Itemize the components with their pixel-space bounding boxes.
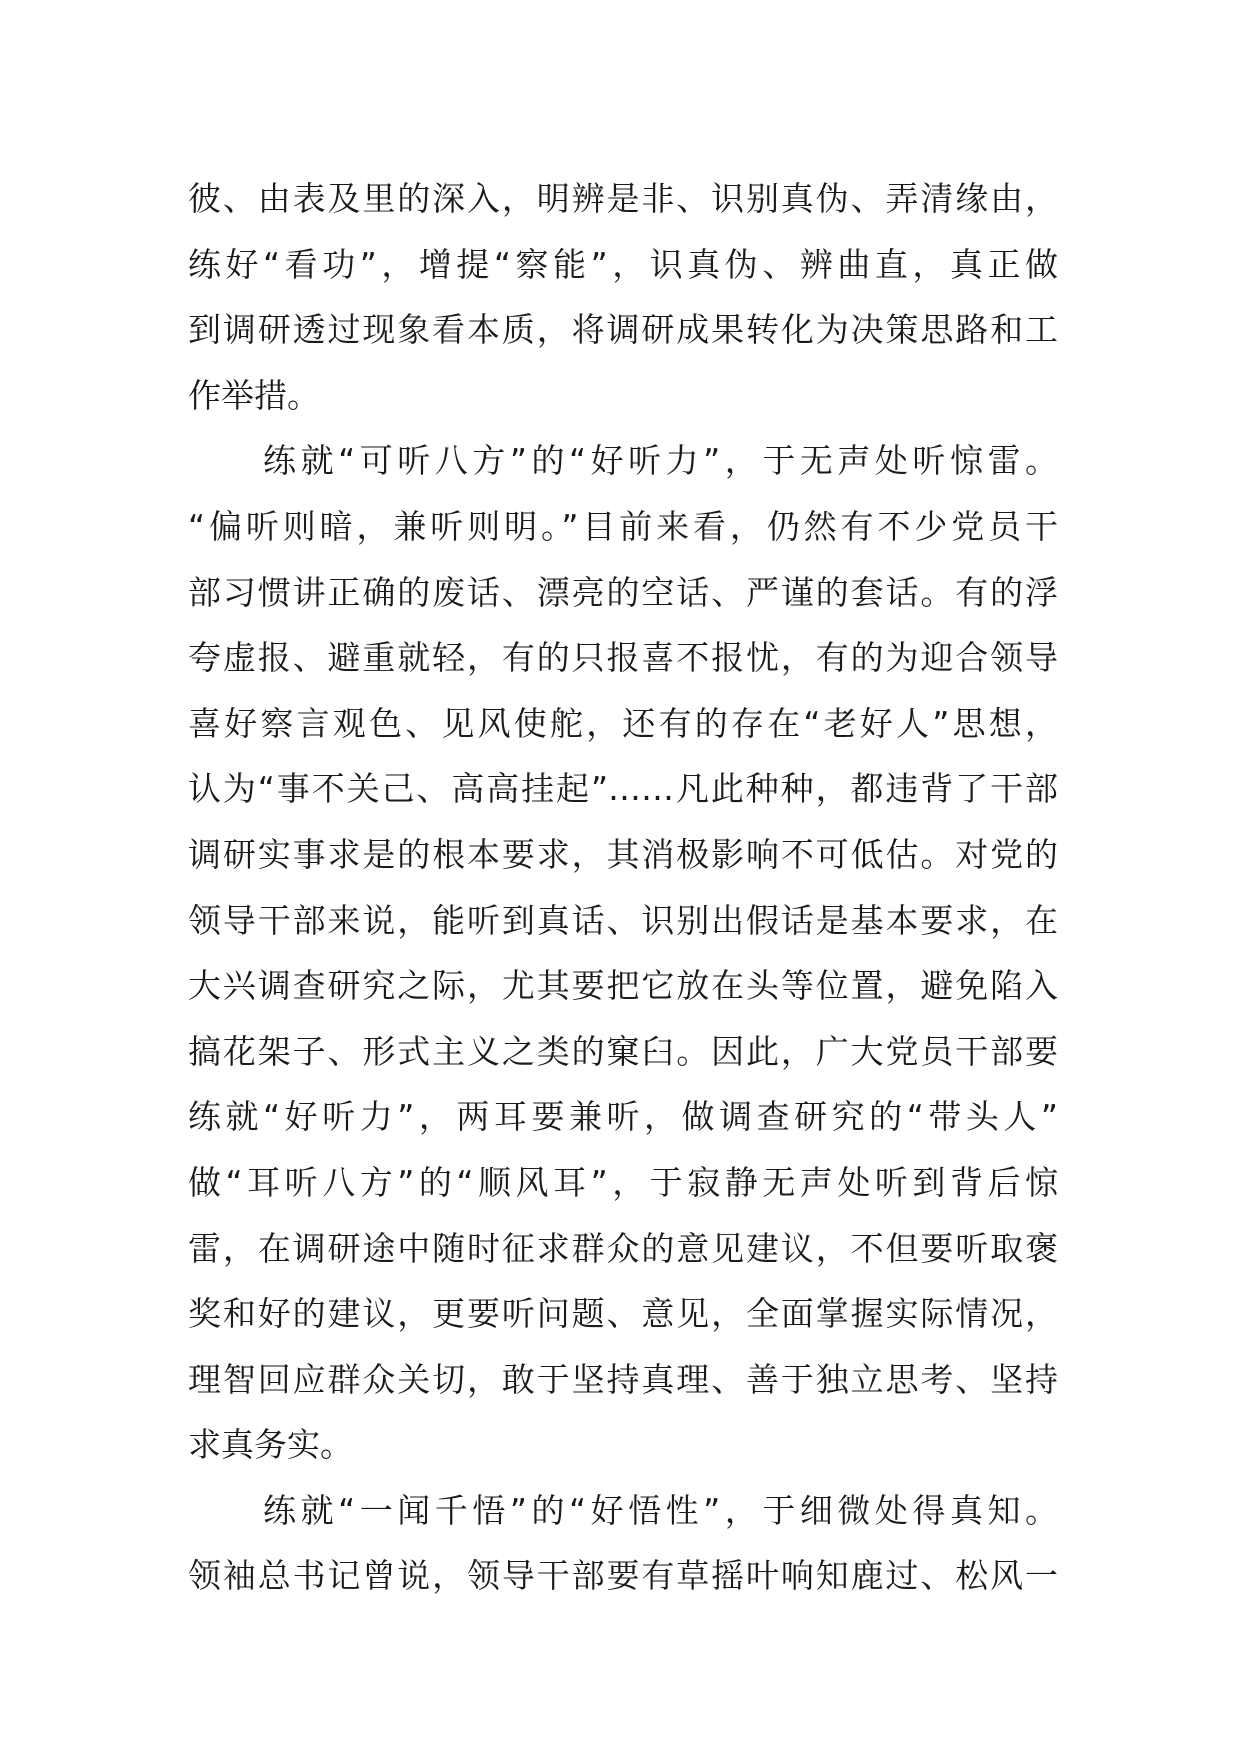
text-line: 作举措。: [188, 375, 320, 415]
text-line: 做“耳听八方”的“顺风耳”，于寂静无声处听到背后惊: [188, 1162, 1058, 1202]
text-line: 雷，在调研途中随时征求群众的意见建议，不但要听取褒: [188, 1228, 1058, 1268]
text-line: 领导干部来说，能听到真话、识别出假话是基本要求，在: [188, 900, 1058, 940]
text-line: 奖和好的建议，更要听问题、意见，全面掌握实际情况，: [188, 1294, 1058, 1334]
text-line: 夸虚报、避重就轻，有的只报喜不报忧，有的为迎合领导: [188, 638, 1058, 678]
text-line: “偏听则暗，兼听则明。”目前来看，仍然有不少党员干: [188, 506, 1058, 546]
text-line: 彼、由表及里的深入，明辨是非、识别真伪、弄清缘由，: [188, 179, 1058, 218]
text-line: 部习惯讲正确的废话、漂亮的空话、严谨的套话。有的浮: [188, 572, 1058, 612]
text-line: 练就“一闻千悟”的“好悟性”，于细微处得真知。: [188, 1490, 1058, 1530]
text-line: 求真务实。: [188, 1425, 353, 1465]
text-line: 练就“好听力”，两耳要兼听，做调查研究的“带头人”: [188, 1097, 1058, 1137]
text-line: 搞花架子、形式主义之类的窠臼。因此，广大党员干部要: [188, 1031, 1058, 1071]
text-line: 练就“可听八方”的“好听力”，于无声处听惊雷。: [188, 441, 1058, 481]
text-line: 领袖总书记曾说，领导干部要有草摇叶响知鹿过、松风一: [188, 1556, 1058, 1596]
text-line: 练好“看功”，增提“察能”，识真伪、辨曲直，真正做: [188, 244, 1058, 284]
text-line: 认为“事不关己、高高挂起”……凡此种种，都违背了干部: [188, 769, 1058, 809]
text-line: 理智回应群众关切，敢于坚持真理、善于独立思考、坚持: [188, 1359, 1058, 1399]
text-line: 调研实事求是的根本要求，其消极影响不可低估。对党的: [188, 834, 1058, 874]
text-line: 大兴调查研究之际，尤其要把它放在头等位置，避免陷入: [188, 966, 1058, 1006]
text-line: 喜好察言观色、见风使舵，还有的存在“老好人”思想，: [188, 703, 1058, 743]
body-text: [188, 166, 1058, 1609]
text-line: 到调研透过现象看本质，将调研成果转化为决策思路和工: [188, 310, 1058, 350]
